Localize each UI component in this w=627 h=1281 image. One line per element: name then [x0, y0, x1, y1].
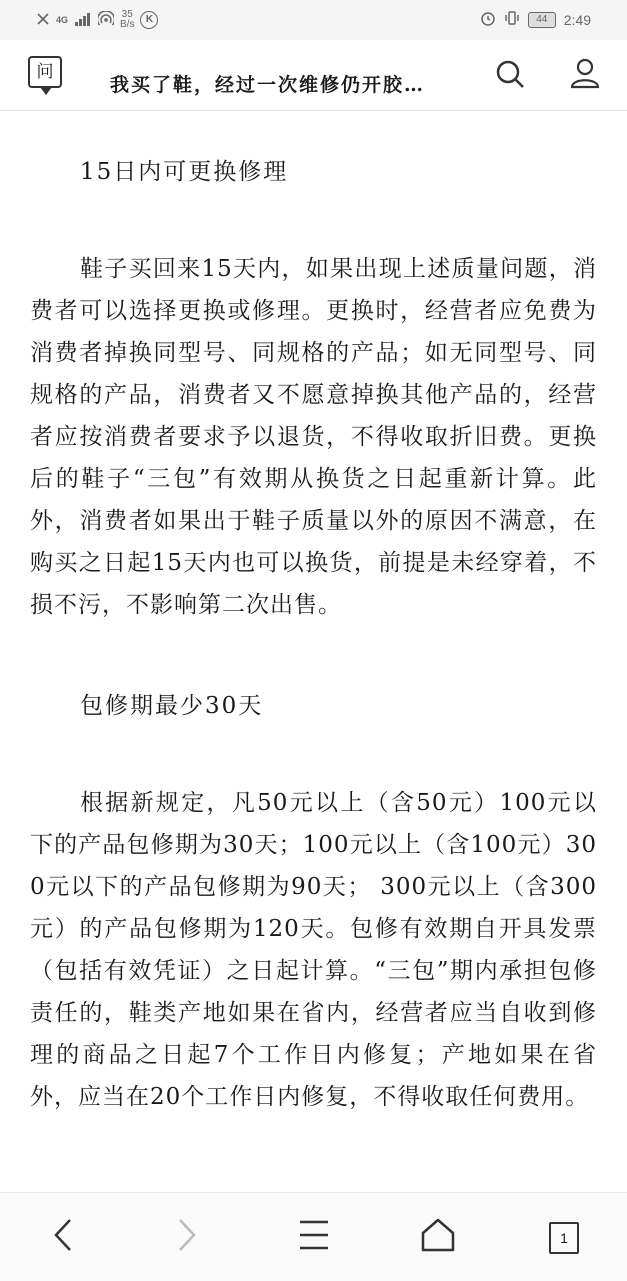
section-paragraph: 鞋子买回来15天内，如果出现上述质量问题，消费者可以选择更换或修理。更换时，经营者应免费为消费者掉换同型号、同规格的产品；如无同型号、同规格的产品，消费者又不愿意掉换其他产品的，经营者应按消费者要求予以退货，不得收取折旧费。更换后的鞋子“三包”有效期从换货之日起重新计算。此外，消费者如果出于鞋子质量以外的原因不满意，在购买之日起15天内也可以换货，前提是未经穿着，不损不污，不影响第二次出售。 [30, 256, 597, 618]
menu-icon[interactable] [298, 1217, 330, 1257]
back-icon[interactable] [48, 1217, 78, 1257]
vibrate-icon [504, 10, 520, 29]
status-right [480, 10, 591, 29]
app-header [0, 40, 627, 111]
section-heading: 15日内可更换修理 [80, 159, 289, 185]
status-bar [0, 0, 627, 40]
forward-icon[interactable] [172, 1217, 202, 1257]
net-speed-unit: B/s [120, 19, 135, 30]
status-left [36, 10, 158, 30]
search-icon[interactable] [494, 58, 526, 94]
net-speed-value: 35 [121, 9, 133, 20]
network-type: 4G [56, 15, 69, 25]
user-icon[interactable] [568, 56, 602, 94]
section-heading: 包修期最少30天 [80, 693, 264, 719]
page-title: 我买了鞋，经过一次维修仍开胶… [110, 74, 426, 96]
battery-icon: 44 [528, 12, 556, 28]
net-speed [120, 10, 134, 30]
clock: 2:49 [563, 11, 591, 28]
k-icon: K [140, 11, 158, 29]
ask-icon[interactable]: 问 [28, 56, 62, 88]
signal-icon [74, 12, 92, 29]
home-icon[interactable] [420, 1217, 456, 1257]
tabs-icon[interactable]: 1 [549, 1222, 579, 1254]
hotspot-icon [98, 11, 114, 30]
section-paragraph: 根据新规定，凡50元以上（含50元）100元以下的产品包修期为30天；100元以上（含100元）300元以下的产品包修期为90天； 300元以上（含300元）的产品包修期为120天。包修有效期自开具发票（包括有效凭证）之日起计算。“三包”期内承担包修责任的，鞋类产地如果在省内，经营者应当自收到修理的商品之日起7个工作日内修复；产地如果在省外，应当在20个工作日内修复，不得收取任何费用。 [30, 790, 597, 1110]
bottom-nav [0, 1192, 627, 1281]
mute-icon [36, 12, 50, 29]
article-body [30, 112, 597, 1192]
alarm-icon [480, 10, 496, 29]
